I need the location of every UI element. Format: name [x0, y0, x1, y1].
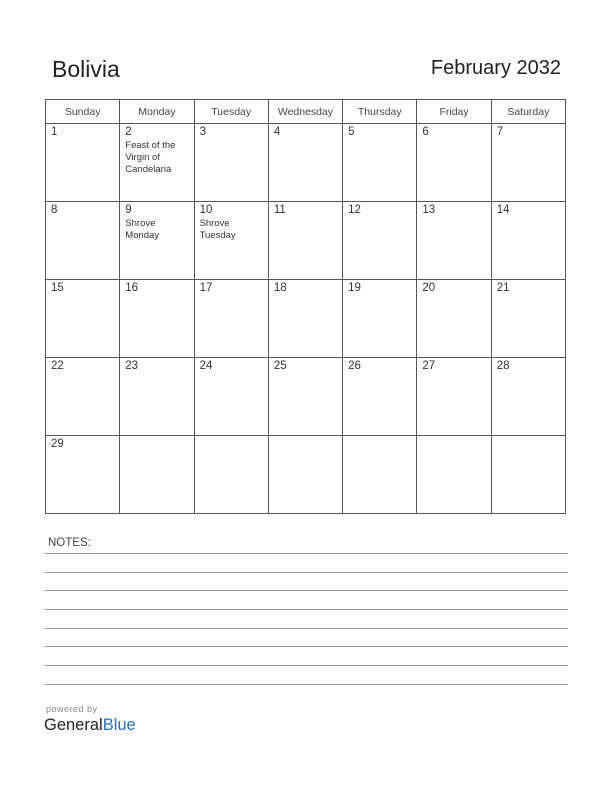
note-line: [45, 646, 568, 647]
day-number: 24: [199, 360, 213, 372]
day-cell: [120, 358, 194, 436]
day-cell: [194, 202, 268, 280]
day-cell: [194, 280, 268, 358]
day-number: 13: [422, 204, 436, 216]
day-cell: [417, 124, 491, 202]
day-cell: [491, 202, 565, 280]
day-number: 28: [496, 360, 510, 372]
note-line: [45, 684, 568, 685]
country-title: Bolivia: [52, 56, 120, 82]
day-number: 27: [422, 360, 436, 372]
day-cell: [268, 202, 342, 280]
day-cell: [46, 280, 120, 358]
day-cell: [343, 202, 417, 280]
day-number: 5: [348, 126, 355, 138]
day-cell: [46, 124, 120, 202]
month-year-title: February 2032: [430, 57, 561, 79]
note-line: [45, 665, 568, 666]
empty-day-cell: [491, 436, 565, 514]
day-cell: [417, 358, 491, 436]
note-line: [45, 590, 568, 591]
day-number: 19: [348, 282, 361, 294]
day-cell: [194, 358, 268, 436]
day-number: 20: [422, 282, 436, 294]
day-cell: [120, 124, 194, 202]
day-number: 21: [496, 282, 510, 294]
empty-day-cell: [268, 436, 342, 514]
note-line: [45, 553, 568, 554]
calendar-grid: [45, 99, 566, 514]
weekday-header-row: [46, 100, 566, 124]
day-cell: [343, 124, 417, 202]
day-cell: [417, 202, 491, 280]
holiday-label: Feast of the Virgin of Candelaria: [125, 140, 176, 175]
holiday-label: Shrove Tuesday: [199, 218, 236, 241]
week-row: [46, 202, 566, 280]
note-line: [45, 609, 568, 610]
empty-day-cell: [120, 436, 194, 514]
day-cell: [46, 358, 120, 436]
day-number: 4: [273, 126, 281, 138]
day-cell: [491, 358, 565, 436]
day-cell: [268, 358, 342, 436]
weekday-thursday: Thursday: [343, 100, 417, 124]
day-number: 18: [273, 282, 287, 294]
weekday-friday: Friday: [417, 100, 491, 124]
day-number: 12: [348, 204, 361, 216]
day-number: 1: [51, 126, 58, 138]
holiday-label: Shrove Monday: [125, 218, 160, 241]
day-number: 16: [125, 282, 139, 294]
day-number: 22: [51, 360, 64, 372]
day-cell: [268, 280, 342, 358]
day-cell: [268, 124, 342, 202]
day-number: 7: [496, 126, 504, 138]
day-number: 17: [199, 282, 213, 294]
week-row: [46, 358, 566, 436]
day-cell: [120, 202, 194, 280]
weekday-wednesday: Wednesday: [268, 100, 342, 124]
day-cell: [491, 280, 565, 358]
day-number: 9: [125, 204, 132, 216]
day-number: 6: [422, 126, 429, 138]
brand-logo: [44, 716, 136, 735]
day-cell: [417, 280, 491, 358]
day-number: 10: [199, 204, 213, 216]
day-cell: [194, 124, 268, 202]
brand-general: General: [44, 716, 103, 734]
day-number: 3: [199, 126, 206, 138]
day-number: 11: [273, 204, 286, 216]
week-row: [46, 280, 566, 358]
empty-day-cell: [194, 436, 268, 514]
day-cell: [491, 124, 565, 202]
notes-label: NOTES:: [48, 537, 91, 549]
day-cell: [343, 358, 417, 436]
note-line: [45, 628, 568, 629]
day-number: 8: [51, 204, 58, 216]
day-cell: [46, 202, 120, 280]
week-row: [46, 124, 566, 202]
weekday-monday: Monday: [120, 100, 194, 124]
day-number: 15: [51, 282, 64, 294]
weekday-tuesday: Tuesday: [194, 100, 268, 124]
empty-day-cell: [343, 436, 417, 514]
day-number: 26: [348, 360, 361, 372]
brand-blue: Blue: [102, 716, 136, 734]
day-number: 23: [125, 360, 139, 372]
empty-day-cell: [417, 436, 491, 514]
day-number: 14: [496, 204, 510, 216]
day-cell: [120, 280, 194, 358]
day-cell: [46, 436, 120, 514]
weekday-saturday: Saturday: [491, 100, 565, 124]
day-number: 25: [273, 360, 287, 372]
day-cell: [343, 280, 417, 358]
powered-by-text: powered by: [46, 704, 98, 714]
day-number: 2: [125, 126, 132, 138]
weekday-sunday: Sunday: [46, 100, 120, 124]
note-line: [45, 572, 568, 573]
day-number: 29: [51, 438, 64, 450]
week-row: [46, 436, 566, 514]
